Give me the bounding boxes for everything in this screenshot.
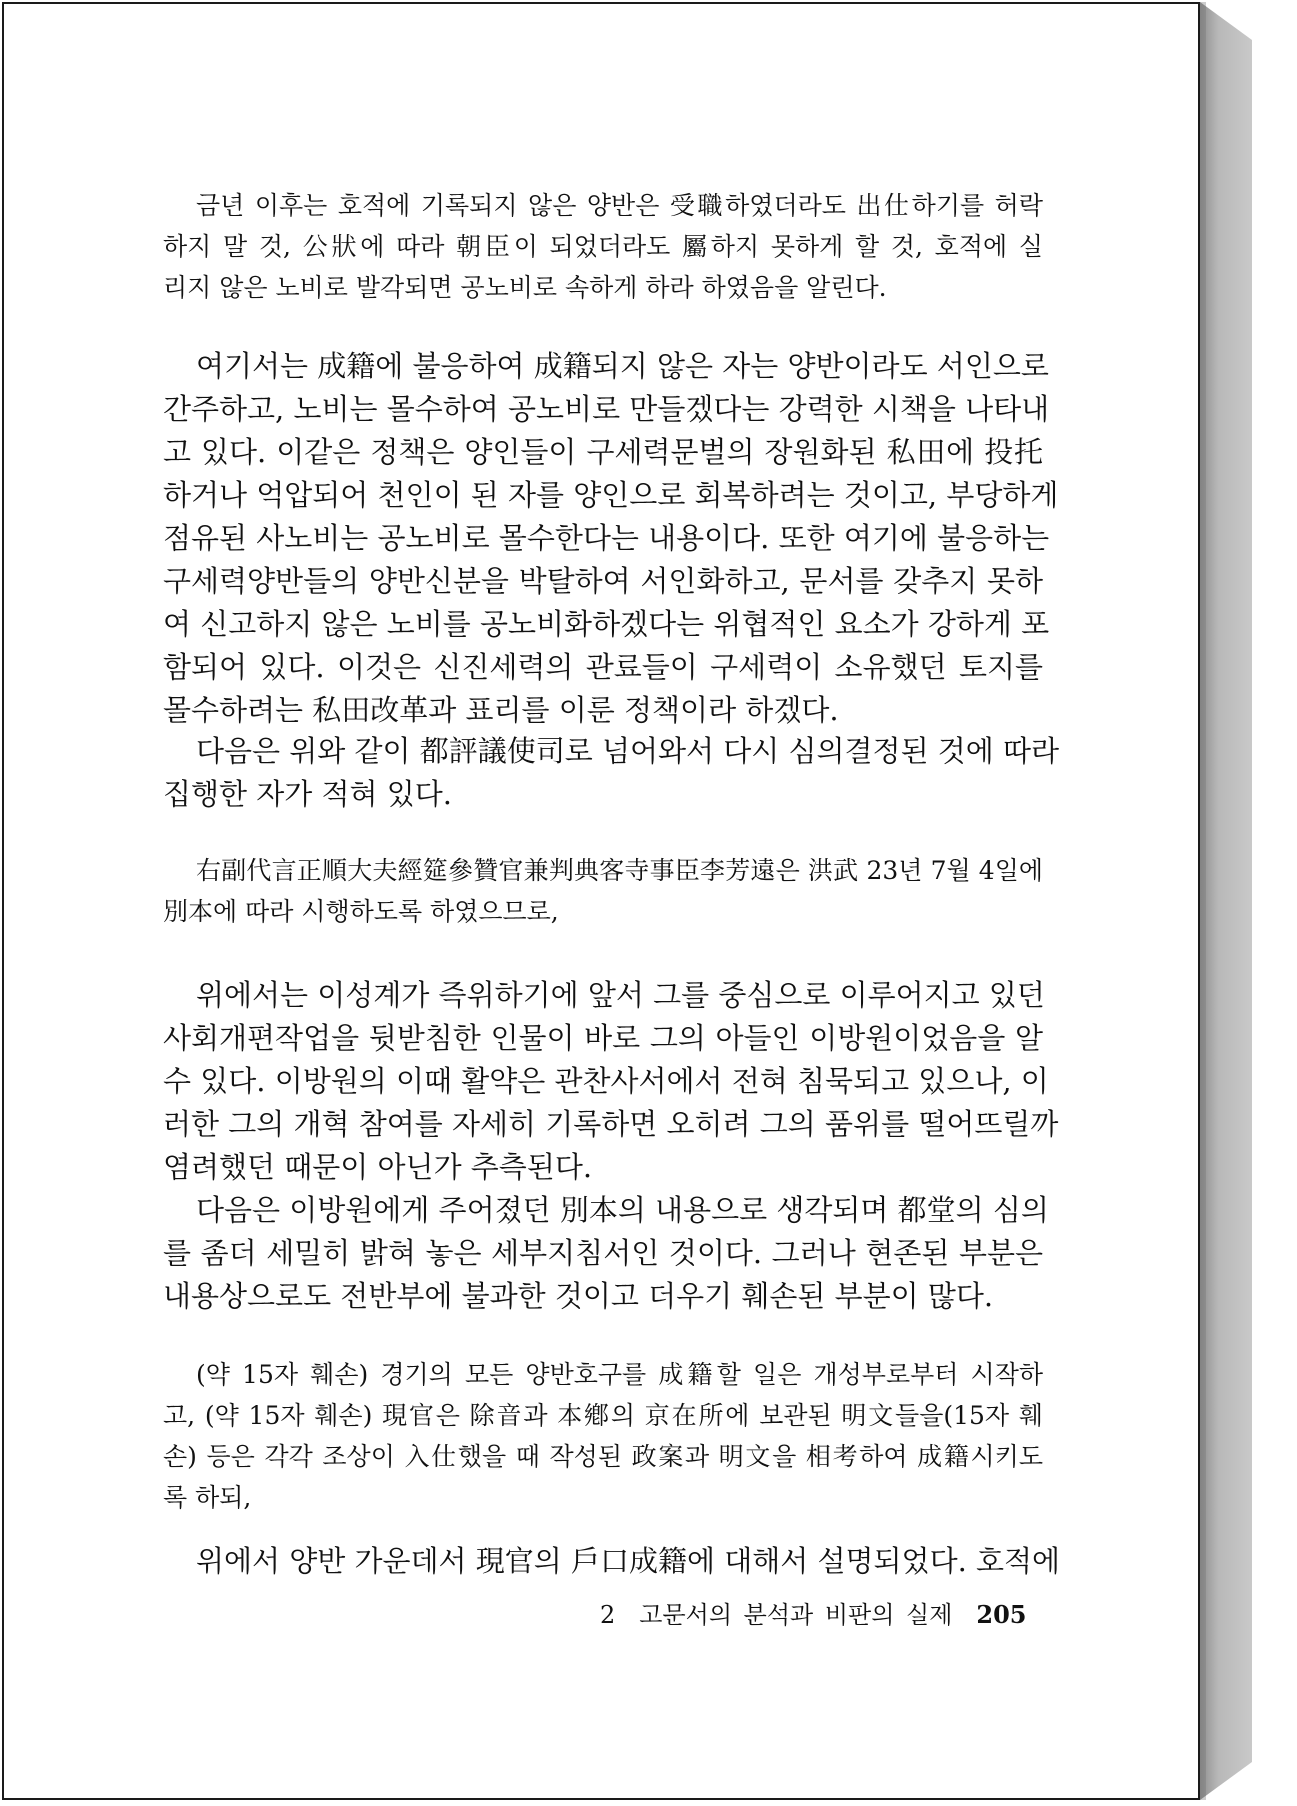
chapter-number: 2	[600, 1601, 616, 1629]
body-line: 위에서는 이성계가 즉위하기에 앞서 그를 중심으로 이루어지고 있던	[196, 978, 1045, 1012]
body-line: 다음은 위와 같이 都評議使司로 넘어와서 다시 심의결정된 것에 따라	[196, 734, 1060, 768]
body-line: 다음은 이방원에게 주어졌던 別本의 내용으로 생각되며 都堂의 심의	[196, 1193, 1049, 1227]
quote-line: 리지 않은 노비로 발각되면 공노비로 속하게 하라 하였음을 알린다.	[163, 273, 887, 302]
book-spine-edge	[1200, 2, 1252, 1800]
body-line: 러한 그의 개혁 참여를 자세히 기록하면 오히려 그의 품위를 떨어뜨릴까	[163, 1107, 1059, 1141]
paragraph-3	[163, 974, 1059, 1189]
spine-shadow	[1200, 2, 1206, 1800]
body-line: 내용상으로도 전반부에 불과한 것이고 더우기 훼손된 부분이 많다.	[163, 1279, 994, 1313]
body-line: 집행한 자가 적혀 있다.	[163, 777, 452, 811]
paragraph-2	[163, 730, 1060, 816]
paragraph-4	[163, 1189, 1049, 1318]
quote-line: 別本에 따라 시행하도록 하였으므로,	[163, 897, 559, 926]
quote-block-1	[163, 185, 1043, 308]
page-number: 205	[976, 1600, 1027, 1629]
body-line: 간주하고, 노비는 몰수하여 공노비로 만들겠다는 강력한 시책을 나타내	[163, 392, 1050, 426]
body-line: 구세력양반들의 양반신분을 박탈하여 서인화하고, 문서를 갖추지 못하	[163, 564, 1043, 598]
page-footer	[600, 1595, 1027, 1630]
body-line: 함되어 있다. 이것은 신진세력의 관료들이 구세력이 소유했던 토지를	[163, 650, 1043, 684]
chapter-title: 고문서의 분석과 비판의 실제	[639, 1601, 953, 1629]
quote-line: 록 하되,	[163, 1483, 252, 1512]
quote-line: 하지 말 것, 公狀에 따라 朝臣이 되었더라도 屬하지 못하게 할 것, 호적에 실	[163, 232, 1043, 261]
quote-block-2	[163, 850, 1043, 932]
paragraph-5	[163, 1540, 1061, 1583]
body-line: 수 있다. 이방원의 이때 활약은 관찬사서에서 전혀 침묵되고 있으나, 이	[163, 1064, 1049, 1098]
quote-line: 손) 등은 각각 조상이 入仕했을 때 작성된 政案과 明文을 相考하여 成籍시키도	[163, 1442, 1043, 1471]
quote-line: (약 15자 훼손) 경기의 모든 양반호구를 成籍할 일은 개성부로부터 시작하	[196, 1360, 1043, 1389]
body-line: 사회개편작업을 뒷받침한 인물이 바로 그의 아들인 이방원이었음을 알	[163, 1021, 1043, 1055]
quote-block-3	[163, 1354, 1043, 1518]
quote-line: 금년 이후는 호적에 기록되지 않은 양반은 受職하였더라도 出仕하기를 허락	[196, 191, 1043, 220]
quote-line: 右副代言正順大夫經筵參贊官兼判典客寺事臣李芳遠은 洪武 23년 7월 4일에	[196, 856, 1043, 885]
paragraph-1	[163, 345, 1059, 732]
body-line: 를 좀더 세밀히 밝혀 놓은 세부지침서인 것이다. 그러나 현존된 부분은	[163, 1236, 1043, 1270]
body-line: 염려했던 때문이 아닌가 추측된다.	[163, 1150, 593, 1184]
body-line: 여기서는 成籍에 불응하여 成籍되지 않은 자는 양반이라도 서인으로	[196, 349, 1049, 383]
body-line: 고 있다. 이같은 정책은 양인들이 구세력문벌의 장원화된 私田에 投托	[163, 435, 1043, 469]
body-line: 몰수하려는 私田改革과 표리를 이룬 정책이라 하겠다.	[163, 693, 839, 727]
body-line: 위에서 양반 가운데서 現官의 戶口成籍에 대해서 설명되었다. 호적에	[196, 1544, 1061, 1578]
quote-line: 고, (약 15자 훼손) 現官은 除音과 本鄕의 京在所에 보관된 明文들을(15자 훼	[163, 1401, 1043, 1430]
body-line: 여 신고하지 않은 노비를 공노비화하겠다는 위협적인 요소가 강하게 포	[163, 607, 1050, 641]
body-line: 점유된 사노비는 공노비로 몰수한다는 내용이다. 또한 여기에 불응하는	[163, 521, 1050, 555]
body-line: 하거나 억압되어 천인이 된 자를 양인으로 회복하려는 것이고, 부당하게	[163, 478, 1059, 512]
